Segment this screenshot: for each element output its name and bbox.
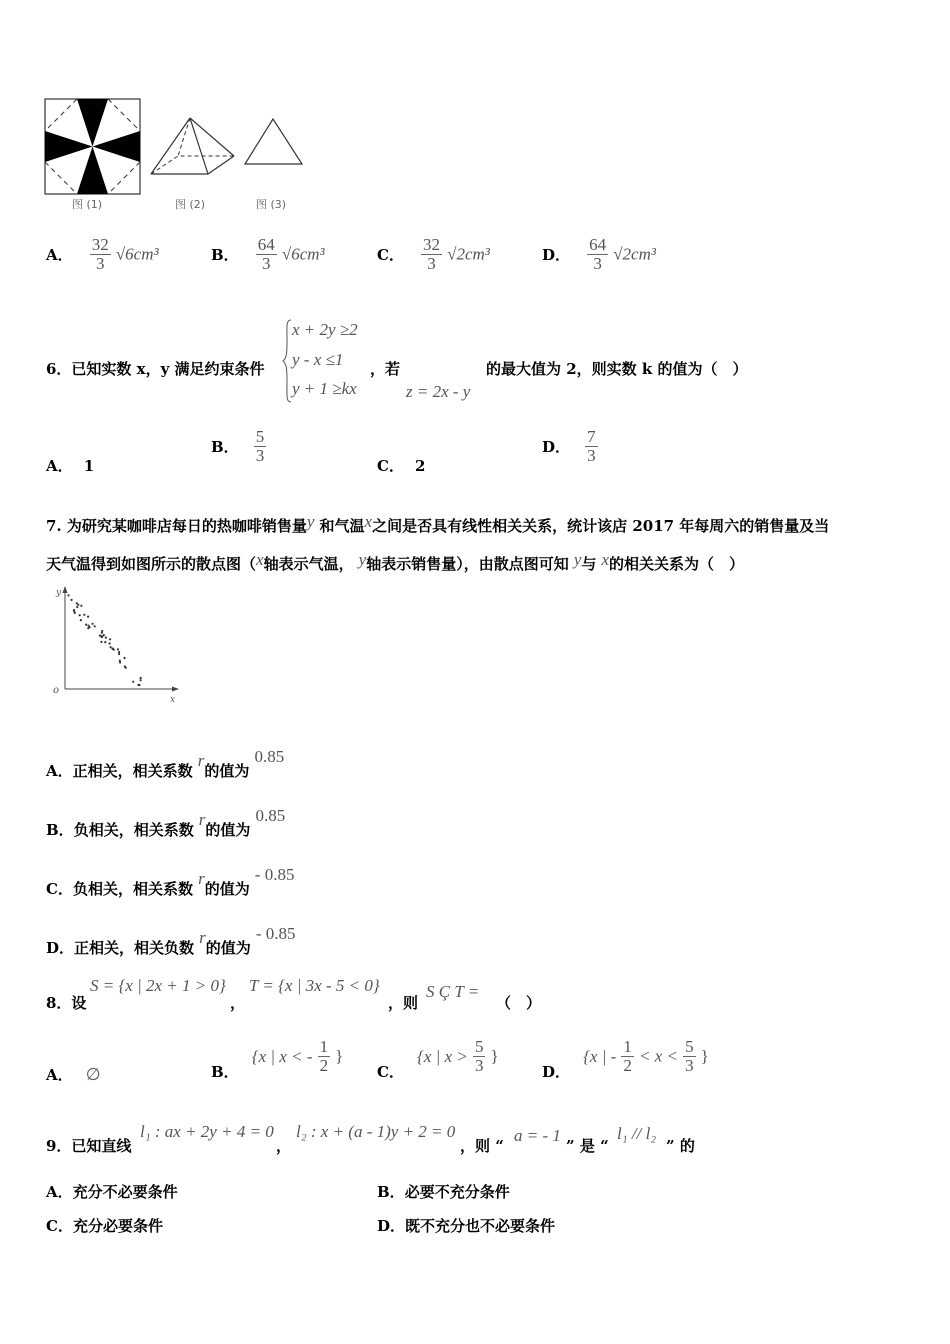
scatter-point xyxy=(73,610,75,612)
fraction: $\frac{64}{3}$ xyxy=(589,235,607,273)
scatter-point xyxy=(80,605,82,607)
scatter-point xyxy=(74,612,76,614)
scatter-point xyxy=(110,646,112,648)
scatter-point xyxy=(100,641,102,643)
q5-option-c[interactable]: C． $\frac{32}{3}$ √2cm³ xyxy=(377,235,490,273)
fraction: $\frac{5}{3}$ xyxy=(685,1037,694,1075)
q8-comma: ， xyxy=(230,994,246,1012)
q6-objective: z = 2x - y xyxy=(406,382,471,401)
square-pinwheel-figure xyxy=(44,98,142,196)
scatter-point xyxy=(71,599,73,601)
triangle-figure xyxy=(242,116,306,168)
scatter-point xyxy=(109,638,111,640)
scatter-point xyxy=(109,642,111,644)
scatter-point xyxy=(104,641,106,643)
scatter-point xyxy=(140,677,142,679)
q8-paren: （ ） xyxy=(496,994,542,1012)
scatter-point xyxy=(118,651,120,653)
q8-stem-prefix: 8．设 xyxy=(46,994,87,1012)
q6-option-a[interactable]: A． 1 xyxy=(46,457,95,475)
figure-3-caption: 图 (3) xyxy=(256,198,287,211)
scatter-point xyxy=(140,679,142,681)
scatter-point xyxy=(101,630,103,632)
q9-option-c[interactable]: C．充分必要条件 xyxy=(46,1217,163,1235)
q5-option-d[interactable]: D． $\frac{64}{3}$ √2cm³ xyxy=(542,235,656,273)
scatter-point xyxy=(67,594,69,596)
scatter-point xyxy=(87,625,89,627)
scatter-plot xyxy=(48,585,183,709)
figure-2 xyxy=(148,114,238,182)
scatter-point xyxy=(119,660,121,662)
scatter-point xyxy=(83,614,85,616)
fraction: $\frac{1}{2}$ xyxy=(623,1037,632,1075)
scatter-point xyxy=(94,625,96,627)
q8-option-d[interactable]: D． {x | - $\frac{1}{2}$ < x < $\frac{5}{3}$ } xyxy=(542,1037,709,1081)
scatter-point xyxy=(118,653,120,655)
scatter-point xyxy=(92,623,94,625)
q5-option-a[interactable]: A． $\frac{32}{3}$ √6cm³ xyxy=(46,235,159,273)
q7-option-b[interactable]: B．负相关，相关系数 r的值为 0.85 xyxy=(46,806,286,839)
scatter-point xyxy=(87,627,89,629)
q6-constraint-system: x + 2y ≥2 y - x ≤1 y + 1 ≥kx xyxy=(282,318,372,404)
scatter-point xyxy=(80,619,82,621)
q6-stem-mid: ，若 xyxy=(370,360,401,378)
figure-1-caption: 图 (1) xyxy=(72,198,103,211)
scatter-point xyxy=(105,637,107,639)
scatter-point xyxy=(101,636,103,638)
q7-option-d[interactable]: D．正相关，相关负数 r的值为 - 0.85 xyxy=(46,924,296,957)
figure-3 xyxy=(242,116,306,172)
q9-condition: a = - 1 xyxy=(514,1126,561,1145)
scatter-point xyxy=(111,648,113,650)
q6-stem-suffix: 的最大值为 2，则实数 k 的值为（ ） xyxy=(486,360,748,378)
q8-option-a[interactable]: A． ∅ xyxy=(46,1065,101,1084)
fraction: $\frac{64}{3}$ xyxy=(257,235,275,273)
scatter-point xyxy=(87,616,89,618)
fraction: $\frac{32}{3}$ xyxy=(91,235,109,273)
scatter-point xyxy=(124,665,126,667)
fraction: $\frac{1}{2}$ xyxy=(319,1037,329,1075)
scatter-point xyxy=(132,681,134,683)
q9-stem-prefix: 9．已知直线 xyxy=(46,1137,132,1155)
figure-2-caption: 图 (2) xyxy=(175,198,206,211)
fraction: $\frac{5}{3}$ xyxy=(255,427,265,465)
q8-then: ，则 xyxy=(388,994,419,1012)
q8-option-c[interactable]: C． {x | x > $\frac{5}{3}$ } xyxy=(377,1037,499,1081)
pyramid-figure xyxy=(148,114,238,178)
q7-stem-line-1: 7. 为研究某咖啡店每日的热咖啡销售量y 和气温x之间是否具有线性相关关系，统计该店 2017 年每周六的销售量及当 xyxy=(46,512,830,535)
q6-stem-prefix: 6．已知实数 x，y 满足约束条件 xyxy=(46,360,265,378)
scatter-point xyxy=(123,657,125,659)
q6-option-b[interactable]: B． $\frac{5}{3}$ xyxy=(211,427,265,465)
q9-option-a[interactable]: A．充分不必要条件 xyxy=(46,1183,178,1201)
figure-1 xyxy=(44,98,142,200)
q8-expression: S Ç T = xyxy=(426,982,480,1001)
scatter-point xyxy=(117,648,119,650)
q9-option-d[interactable]: D．既不充分也不必要条件 xyxy=(377,1217,556,1235)
q9-comma: ， xyxy=(276,1137,292,1155)
scatter-point xyxy=(79,614,81,616)
q8-set-t: T = {x | 3x - 5 < 0} xyxy=(249,976,380,995)
brace-icon xyxy=(282,318,292,404)
q6-option-c[interactable]: C． 2 xyxy=(377,457,426,475)
scatter-point xyxy=(119,661,121,663)
q9-line-l2: l₂ : x + (a - 1)y + 2 = 0 xyxy=(296,1122,456,1141)
fraction: $\frac{7}{3}$ xyxy=(587,427,596,465)
q9-parallel: l₁ // l₂ xyxy=(617,1124,657,1143)
q8-option-b[interactable]: B． {x | x < - $\frac{1}{2}$ } xyxy=(211,1037,344,1081)
fraction: $\frac{5}{3}$ xyxy=(474,1037,484,1075)
scatter-point xyxy=(77,604,79,606)
q7-option-a[interactable]: A．正相关，相关系数 r的值为 0.85 xyxy=(46,747,285,780)
q7-option-c[interactable]: C．负相关，相关系数 r的值为 - 0.85 xyxy=(46,865,295,898)
q9-then: ，则 “ xyxy=(460,1137,504,1155)
scatter-point xyxy=(85,624,87,626)
q8-set-s: S = {x | 2x + 1 > 0} xyxy=(90,976,226,995)
x-axis-label: x xyxy=(170,695,176,705)
q5-option-b[interactable]: B． $\frac{64}{3}$ √6cm³ xyxy=(211,235,325,273)
q7-stem-line-2: 天气温得到如图所示的散点图（x轴表示气温， y轴表示销售量），由散点图可知 y与 x的相关关系为（ ） xyxy=(46,550,745,573)
scatter-plot-svg xyxy=(48,585,183,705)
q6-option-d[interactable]: D． $\frac{7}{3}$ xyxy=(542,427,596,465)
q9-line-l1: l₁ : ax + 2y + 4 = 0 xyxy=(140,1122,274,1141)
scatter-point xyxy=(76,606,78,608)
q9-is: ” 是 “ xyxy=(566,1137,609,1155)
q9-end: ” 的 xyxy=(666,1137,695,1155)
scatter-point xyxy=(137,684,139,686)
y-axis-label: y xyxy=(56,588,62,598)
q9-option-b[interactable]: B．必要不充分条件 xyxy=(377,1183,510,1201)
scatter-points xyxy=(67,594,141,686)
origin-label: o xyxy=(53,685,60,696)
fraction: $\frac{32}{3}$ xyxy=(423,235,441,273)
